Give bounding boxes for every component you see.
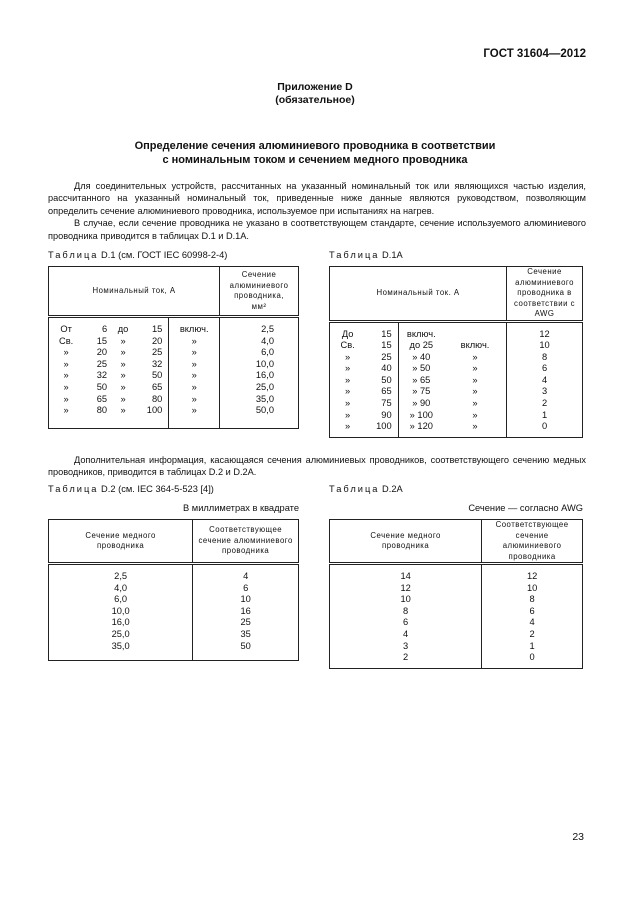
table-cell: 0 [482,652,583,668]
table-label: Таблица [48,250,99,260]
table-cell: » [191,393,197,404]
table-row [49,583,299,595]
table-caption-text: D.1 (см. ГОСТ IEC 60998-2-4) [101,250,228,260]
intro-paragraph [48,180,586,242]
table-cell: 10 [482,583,583,595]
table-cell: 12 [507,321,583,340]
table-cell: 25 [96,358,108,369]
appendix-title: Приложение D [277,81,353,93]
table-cell: 50 [135,370,169,382]
table-row [330,652,583,668]
table-cell: 4 [330,629,482,641]
table-cell: 3 [507,386,583,398]
table-cell: Св. [49,336,84,348]
table-d2a-caption [329,484,403,494]
page-number: 23 [572,831,584,843]
table-cell: 2 [330,652,482,668]
table-cell: 80 [83,405,111,428]
table-row [330,398,583,410]
table-cell: 10,0 [220,359,299,371]
table-cell: 6 [507,363,583,375]
table-cell: 8 [330,606,482,618]
table-row [330,321,583,340]
table-cell: От [49,317,84,336]
table-row [330,386,583,398]
table-cell: 4 [482,617,583,629]
table-cell: 65 [96,393,108,404]
table-row [330,352,583,364]
table-label: Таблица [48,484,99,494]
table-cell: » [49,359,84,371]
table-row [49,317,299,336]
table-row [49,370,299,382]
table-d2-header-copper: Сечение медного проводника [49,520,193,564]
table-cell: » [49,394,84,406]
table-cell: » [191,347,197,358]
table-caption-text: D.1A [382,250,403,260]
table-cell: » [191,381,197,392]
table-cell: » [169,405,220,428]
table-cell: 65 [135,382,169,394]
table-cell: » [120,393,126,404]
table-d2-units: В миллиметрах в квадрате [183,503,299,513]
table-cell: 6 [101,324,108,334]
section-title-line2: с номинальным током и сечением медного проводника [162,154,468,166]
table-cell: 4 [193,564,299,583]
table-row [49,394,299,406]
table-cell: » [120,358,126,369]
table-cell: 50 [193,641,299,661]
table-d2a-header-aluminium: Соответствующее сечение алюминиевого проводника [482,520,583,564]
table-cell: 4,0 [220,336,299,348]
table-cell: » [49,405,84,428]
table-d1a [329,266,583,438]
table-cell: 15 [365,321,398,340]
table-row [49,347,299,359]
table-row [330,375,583,387]
table-d1-caption [48,250,227,260]
table-cell: 10 [330,594,482,606]
table-cell: » [472,374,478,385]
table-cell: 100 [135,405,169,428]
table-cell: » [472,363,478,374]
table-cell: 10 [193,594,299,606]
table-cell: 1 [507,410,583,422]
table-cell: 35 [193,629,299,641]
table-cell: 35,0 [49,641,193,661]
table-cell: 25,0 [220,382,299,394]
table-cell: 6 [330,617,482,629]
table-cell: 90 [365,410,398,422]
table-cell: 2,5 [49,564,193,583]
table-row [49,629,299,641]
table-cell: 32 [135,359,169,371]
table-cell: 75 [365,398,398,410]
table-cell: » [120,370,126,381]
table-cell: » 90 [412,398,431,409]
table-cell: 1 [482,641,583,653]
table-cell: 15 [135,317,169,336]
intro-text-1: Для соединительных устройств, рассчитанных на указанный номинальный ток или являющихся частью изделия, рассчитанного на указанный номинальный ток, приведенные ниже данные являются руководством, позволяющим определить сечение алюминиевого проводника, используемое при испытаниях на нагрев. [48,181,586,216]
table-cell: 80 [135,394,169,406]
table-cell: 65 [365,386,398,398]
additional-info-text: Дополнительная информация, касающаяся сечения алюминиевых проводников, соответствующего сечению медных проводников, приводится в таблицах D.2 и D.2A. [48,455,586,478]
table-cell: 50,0 [220,405,299,428]
table-row [49,606,299,618]
table-row [49,641,299,661]
table-d1 [48,266,299,429]
table-cell: » [49,347,84,359]
section-title-line1: Определение сечения алюминиевого проводника в соответствии [134,140,496,152]
table-cell: » [330,410,366,422]
table-cell: 15 [365,340,398,352]
table-label: Таблица [329,250,380,260]
table-cell: 14 [330,564,482,583]
table-cell: 25,0 [49,629,193,641]
table-cell: 6,0 [49,594,193,606]
table-cell: 16 [193,606,299,618]
table-cell: 12 [482,564,583,583]
appendix-subtitle: (обязательное) [275,94,355,106]
table-cell: 15 [96,335,108,346]
table-row [330,410,583,422]
table-cell: 10 [507,340,583,352]
table-cell: До [330,321,366,340]
table-row [49,617,299,629]
table-row [330,606,583,618]
table-label: Таблица [329,484,380,494]
table-cell: 10,0 [49,606,193,618]
table-cell: 20 [96,347,108,358]
table-caption-text: D.2 (см. IEC 364-5-523 [4]) [101,484,214,494]
table-cell: » 120 [398,421,444,437]
table-cell: 2 [507,398,583,410]
table-cell: 50 [96,381,108,392]
table-d2a-header-copper: Сечение медного проводника [330,520,482,564]
table-cell: » 40 [412,351,431,362]
table-cell: 6 [193,583,299,595]
table-d2a [329,519,583,669]
table-cell: 6,0 [220,347,299,359]
table-cell: включ. [460,340,490,351]
table-row [330,594,583,606]
table-row [49,336,299,348]
table-cell: 20 [135,336,169,348]
table-cell: » [191,335,197,346]
table-cell: » [120,381,126,392]
table-cell: » 100 [409,409,433,420]
table-cell: 16,0 [49,617,193,629]
table-cell: » 75 [412,386,431,397]
table-cell: » [111,405,135,428]
table-cell: » 65 [412,374,431,385]
table-cell: Св. [330,340,366,352]
table-row [330,641,583,653]
document-header: ГОСТ 31604—2012 [483,48,586,60]
table-cell: » [191,358,197,369]
table-cell: » 50 [412,363,431,374]
intro-text-2: В случае, если сечение проводника не указано в соответствующем стандарте, сечение используемого алюминиевого проводника приводится в таблицах D.1 и D.1A. [48,218,586,241]
table-d2-caption [48,484,214,494]
table-row [330,617,583,629]
table-cell: » [330,398,366,410]
table-row [330,583,583,595]
table-cell: 0 [507,421,583,437]
table-cell: » [330,352,366,364]
table-cell: 3 [330,641,482,653]
table-cell: 40 [365,363,398,375]
table-cell: 8 [482,594,583,606]
table-d1-header-current: Номинальный ток, А [49,267,220,317]
table-cell: 35,0 [220,394,299,406]
table-cell: 4 [507,375,583,387]
table-row [49,382,299,394]
table-d2a-units: Сечение — согласно AWG [468,503,583,513]
table-row [330,363,583,375]
table-row [330,340,583,352]
table-cell [444,321,507,340]
table-cell: » [120,347,126,358]
table-cell: до [117,324,129,334]
table-row [49,594,299,606]
table-cell: 2 [482,629,583,641]
table-cell: до 25 [409,340,434,351]
table-row [330,564,583,583]
table-d2-header-aluminium: Соответствующее сечение алюминиевого проводника [193,520,299,564]
table-cell: 12 [330,583,482,595]
table-row [49,405,299,428]
table-cell: 25 [365,352,398,364]
table-cell: 25 [193,617,299,629]
table-cell: 16,0 [220,370,299,382]
table-cell: » [330,421,366,437]
table-cell: » [444,421,507,437]
table-cell: 50 [365,375,398,387]
table-cell: 25 [135,347,169,359]
table-d1a-caption [329,250,403,260]
table-caption-text: D.2A [382,484,403,494]
table-cell: включ. [406,328,436,339]
table-cell: » [472,386,478,397]
table-row [330,629,583,641]
table-cell: » [191,370,197,381]
table-d1a-header-section: Сечение алюминиевого проводника в соответствии с AWG [507,267,583,322]
table-cell: » [49,370,84,382]
table-cell: » [330,363,366,375]
table-cell: » [120,335,126,346]
table-cell: включ. [179,324,209,334]
table-d1a-header-current: Номинальный ток. А [330,267,507,322]
table-row [330,421,583,437]
table-cell: 6 [482,606,583,618]
table-cell: » [49,382,84,394]
table-cell: 2,5 [220,317,299,336]
table-cell: » [472,398,478,409]
table-cell: 32 [96,370,108,381]
table-d1-header-section: Сечение алюминиевого проводника, мм² [220,267,299,317]
table-cell: » [472,351,478,362]
table-cell: » [330,386,366,398]
table-d2 [48,519,299,661]
table-cell: » [330,375,366,387]
table-cell: 4,0 [49,583,193,595]
table-cell: » [472,409,478,420]
additional-info-paragraph [48,454,586,479]
table-cell: 8 [507,352,583,364]
table-row [49,564,299,583]
table-cell: 100 [365,421,398,437]
table-row [49,359,299,371]
